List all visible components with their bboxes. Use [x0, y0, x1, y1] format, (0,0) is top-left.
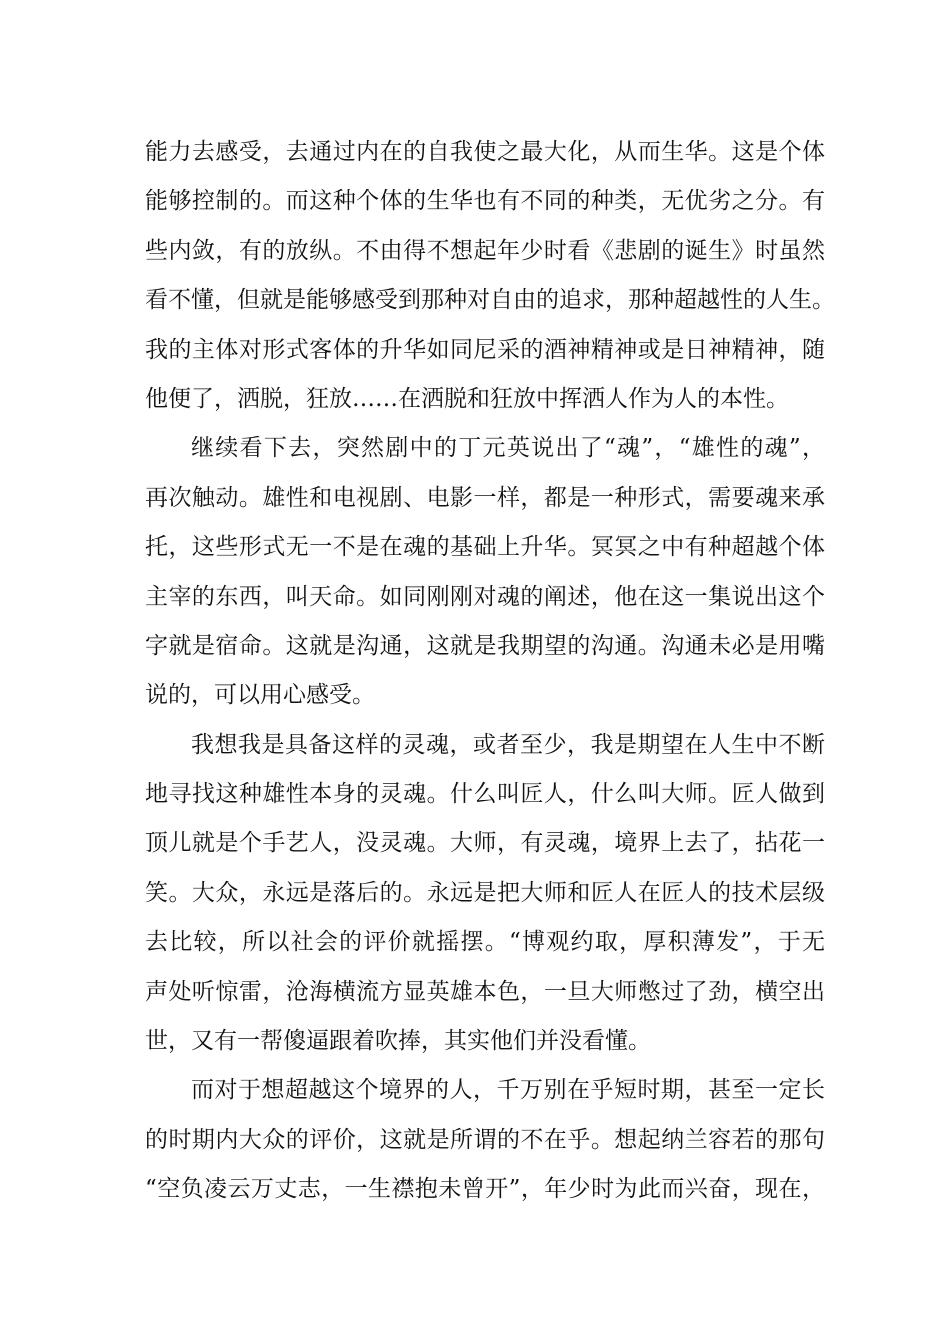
text-line: 能够控制的。而这种个体的生华也有不同的种类，无优劣之分。有 [145, 188, 825, 215]
text-line: “空负凌云万丈志，一生襟抱未曾开”，年少时为此而兴奋，现在， [145, 1176, 825, 1203]
text-line: 地寻找这种雄性本身的灵魂。什么叫匠人，什么叫大师。匠人做到 [145, 781, 825, 808]
text-line: 的时期内大众的评价，这就是所谓的不在乎。想起纳兰容若的那句 [145, 1126, 825, 1153]
text-line: 说的，可以用心感受。 [145, 682, 375, 709]
document-body [145, 128, 835, 1215]
paragraph-first-line: 而对于想超越这个境界的人，千万别在乎短时期，甚至一定长 [191, 1077, 825, 1104]
text-line: 能力去感受，去通过内在的自我使之最大化，从而生华。这是个体 [145, 139, 825, 165]
text-line: 顶儿就是个手艺人，没灵魂。大师，有灵魂，境界上去了，拈花一 [145, 830, 825, 857]
text-line: 些内敛，有的放纵。不由得不想起年少时看《悲剧的诞生》时虽然 [145, 237, 825, 264]
text-line: 主宰的东西，叫天命。如同刚刚对魂的阐述，他在这一集说出这个 [145, 583, 825, 610]
text-line: 世，又有一帮傻逼跟着吹捧，其实他们并没看懂。 [145, 1028, 651, 1055]
paragraph-first-line: 我想我是具备这样的灵魂，或者至少，我是期望在人生中不断 [191, 731, 825, 758]
text-line: 去比较，所以社会的评价就摇摆。“博观约取，厚积薄发”，于无 [145, 929, 825, 956]
text-line: 字就是宿命。这就是沟通，这就是我期望的沟通。沟通未必是用嘴 [145, 632, 825, 659]
text-line: 托，这些形式无一不是在魂的基础上升华。冥冥之中有种超越个体 [145, 534, 825, 561]
text-line: 他便了，洒脱，狂放……在洒脱和狂放中挥洒人作为人的本性。 [145, 385, 789, 412]
text-line: 再次触动。雄性和电视剧、电影一样，都是一种形式，需要魂来承 [145, 484, 825, 511]
text-line: 看不懂，但就是能够感受到那种对自由的追求，那种超越性的人生。 [145, 287, 835, 314]
paragraph-first-line: 继续看下去，突然剧中的丁元英说出了“魂”，“雄性的魂”， [191, 435, 825, 462]
text-line: 我的主体对形式客体的升华如同尼采的酒神精神或是日神精神，随 [145, 336, 825, 363]
text-line: 声处听惊雷，沧海横流方显英雄本色，一旦大师憋过了劲，横空出 [145, 978, 825, 1005]
text-line: 笑。大众，永远是落后的。永远是把大师和匠人在匠人的技术层级 [145, 879, 825, 906]
